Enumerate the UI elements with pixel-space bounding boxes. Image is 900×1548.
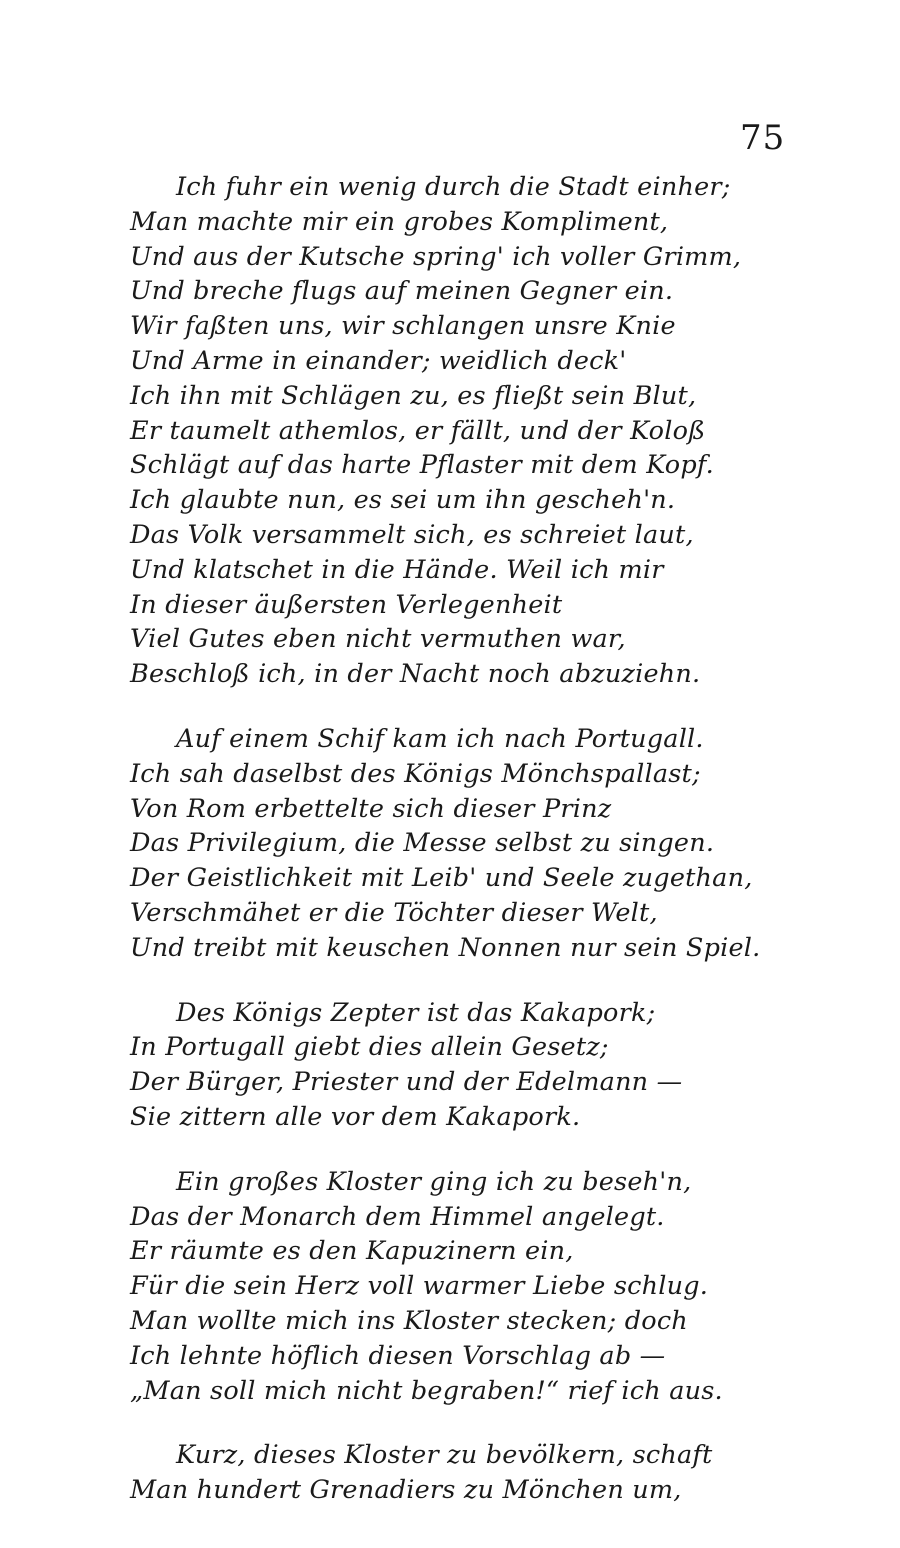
stanza-gap [130,692,790,722]
poem-text [130,170,790,1508]
verse-line: Kurz, dieses Kloster zu bevölkern, schaft [176,1440,713,1471]
verse-line: Er taumelt athemlos, er fällt, und der Koloß [130,415,706,446]
stanza [130,1165,790,1409]
verse-line: Das Privilegium, die Messe selbst zu singen. [130,828,715,859]
stanza-gap [130,1408,790,1438]
verse-line: Und Arme in einander; weidlich deck' [130,345,627,376]
stanza [130,1438,790,1508]
stanza [130,996,790,1135]
verse-line: Ein großes Kloster ging ich zu beseh'n, [176,1166,692,1197]
stanza-gap [130,1135,790,1165]
verse-line: In dieser äußersten Verlegenheit [130,589,563,620]
verse-line: Auf einem Schif kam ich nach Portugall. [176,723,704,754]
verse-line: Viel Gutes eben nicht vermuthen war, [130,624,626,655]
verse-line: Ich lehnte höflich diesen Vorschlag ab — [130,1340,666,1371]
verse-line: Wir faßten uns, wir schlangen unsre Knie [130,311,676,342]
verse-line: Sie zittern alle vor dem Kakapork. [130,1101,581,1132]
verse-line: Man wollte mich ins Kloster stecken; doch [130,1305,688,1336]
verse-line: Ich fuhr ein wenig durch die Stadt einher; [176,172,731,202]
verse-line: Und breche flugs auf meinen Gegner ein. [130,276,674,307]
verse-line: Und treibt mit keuschen Nonnen nur sein Spiel. [130,932,761,963]
verse-line: Der Geistlichkeit mit Leib' und Seele zugethan, [130,863,753,894]
verse-line: „Man soll mich nicht begraben!“ rief ich aus. [130,1375,723,1406]
verse-line: Des Königs Zepter ist das Kakapork; [176,997,656,1028]
verse-line: Verschmähet er die Töchter dieser Welt, [130,897,658,928]
verse-line: Ich sah daselbst des Königs Mönchspallast; [130,758,701,789]
verse-line: Und klatschet in die Hände. Weil ich mir [130,554,664,585]
verse-line: In Portugall giebt dies allein Gesetz; [130,1032,609,1063]
verse-line: Das der Monarch dem Himmel angelegt. [130,1201,665,1232]
verse-line: Ich ihn mit Schlägen zu, es fließt sein Blut, [130,380,697,411]
verse-line: Und aus der Kutsche spring' ich voller Grimm, [130,241,742,272]
verse-line: Das Volk versammelt sich, es schreiet laut, [130,519,694,550]
verse-line: Von Rom erbettelte sich dieser Prinz [130,793,612,824]
stanza [130,170,790,692]
verse-line: Man hundert Grenadiers zu Mönchen um, [130,1475,682,1506]
stanza-gap [130,966,790,996]
verse-line: Der Bürger, Priester und der Edelmann — [130,1067,683,1098]
verse-line: Schlägt auf das harte Pflaster mit dem Kopf. [130,450,714,481]
stanza [130,722,790,966]
verse-line: Für die sein Herz voll warmer Liebe schlug. [130,1271,709,1302]
verse-line: Ich glaubte nun, es sei um ihn gescheh'n. [130,485,676,516]
verse-line: Er räumte es den Kapuzinern ein, [130,1236,574,1267]
verse-line: Beschloß ich, in der Nacht noch abzuziehn. [130,659,701,690]
verse-line: Man machte mir ein grobes Kompliment, [130,206,669,237]
page-number: 75 [740,118,786,158]
